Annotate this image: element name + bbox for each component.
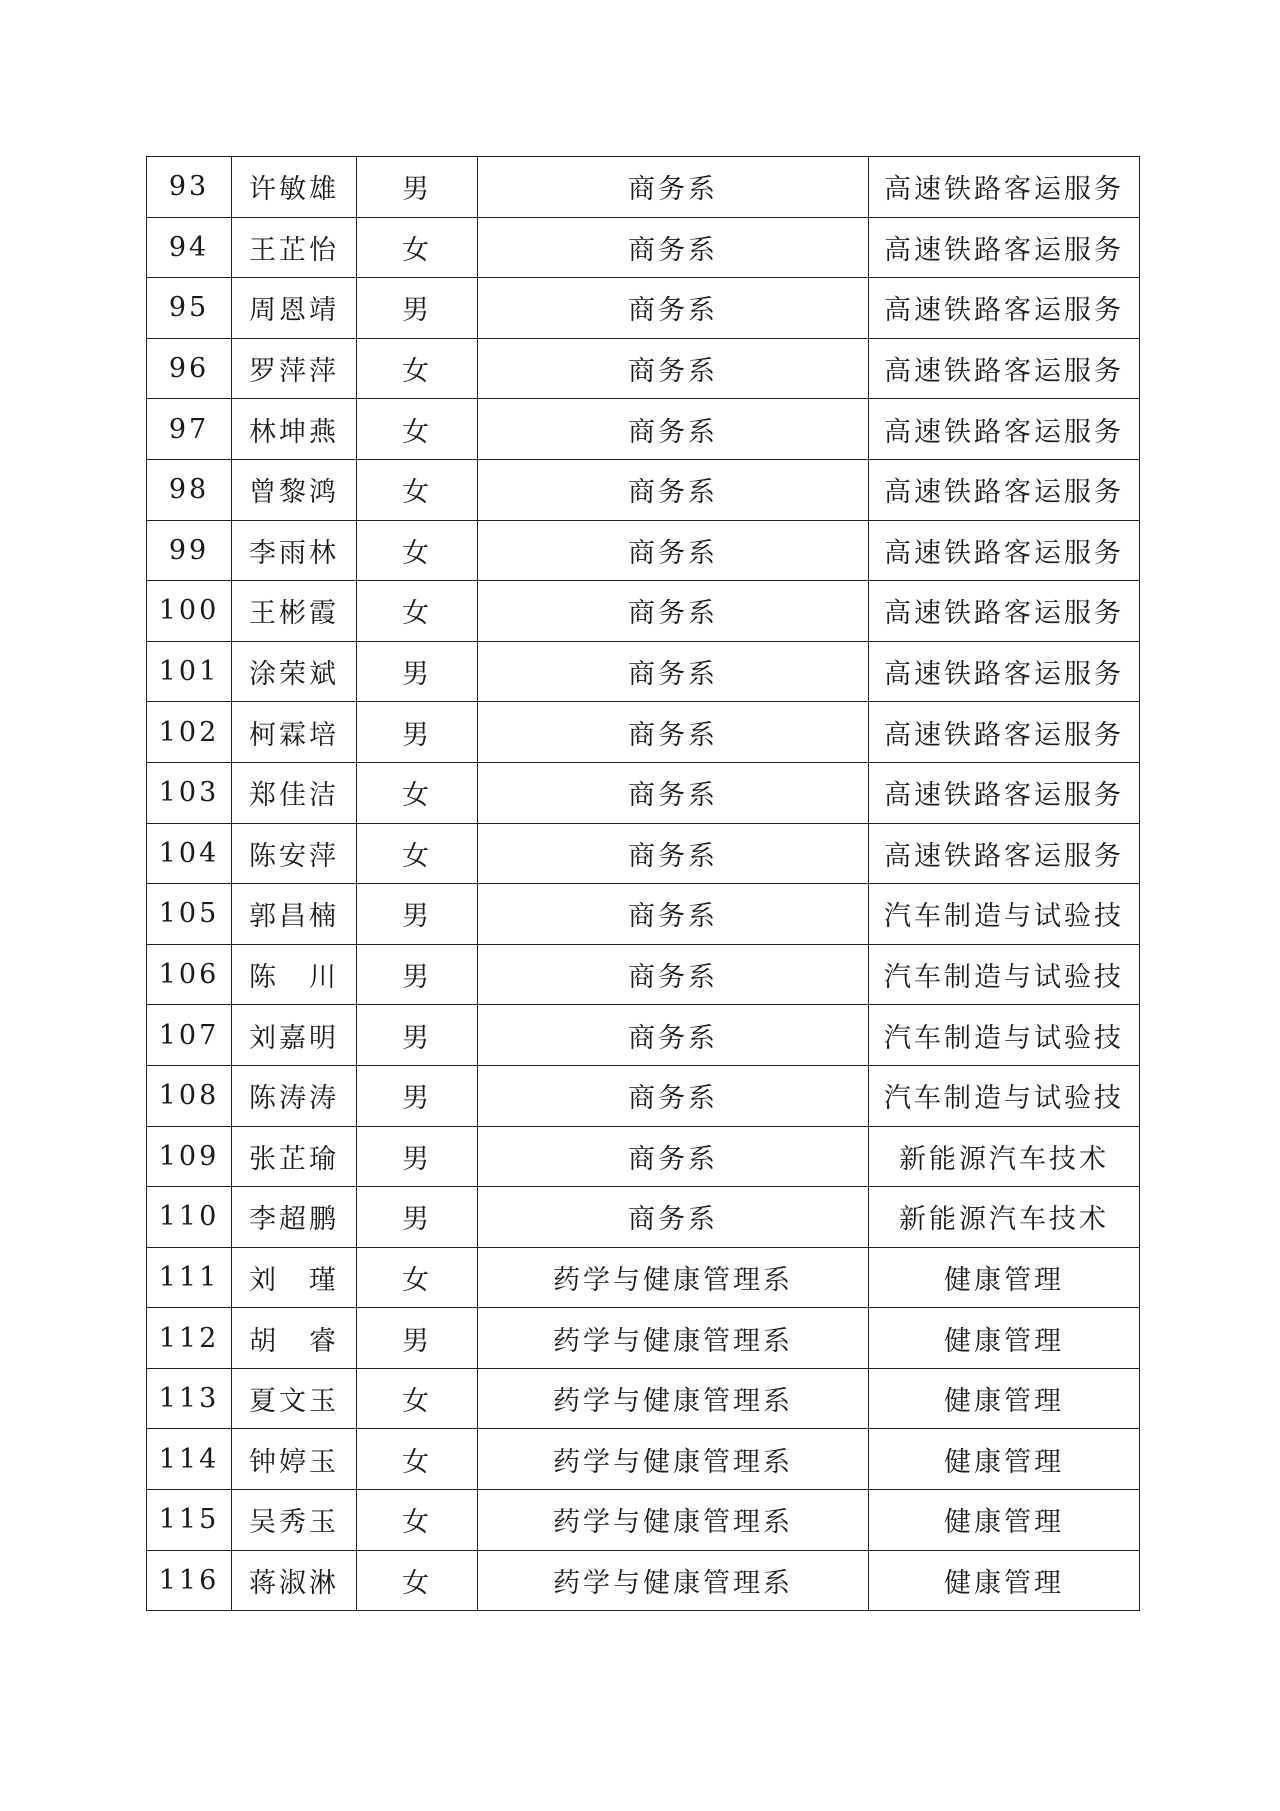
row-number-cell: 109 bbox=[147, 1126, 232, 1187]
table-row bbox=[147, 702, 1140, 763]
table-row bbox=[147, 157, 1140, 218]
department-cell: 商务系 bbox=[478, 1187, 869, 1248]
department-cell: 药学与健康管理系 bbox=[478, 1247, 869, 1308]
table-row bbox=[147, 399, 1140, 460]
major-cell: 新能源汽车技术 bbox=[869, 1187, 1140, 1248]
student-name-cell: 钟婷玉 bbox=[232, 1429, 357, 1490]
table-row bbox=[147, 1550, 1140, 1611]
major-cell: 健康管理 bbox=[869, 1247, 1140, 1308]
row-number-cell: 98 bbox=[147, 459, 232, 520]
student-name-cell: 夏文玉 bbox=[232, 1368, 357, 1429]
table-row bbox=[147, 1126, 1140, 1187]
major-cell: 汽车制造与试验技 bbox=[869, 1005, 1140, 1066]
student-name-cell: 蒋淑淋 bbox=[232, 1550, 357, 1611]
gender-cell: 男 bbox=[357, 702, 478, 763]
major-cell: 高速铁路客运服务 bbox=[869, 641, 1140, 702]
student-name-cell: 胡 睿 bbox=[232, 1308, 357, 1369]
table-row bbox=[147, 1368, 1140, 1429]
table-row bbox=[147, 217, 1140, 278]
major-cell: 新能源汽车技术 bbox=[869, 1126, 1140, 1187]
student-name-cell: 王芷怡 bbox=[232, 217, 357, 278]
department-cell: 商务系 bbox=[478, 581, 869, 642]
major-cell: 高速铁路客运服务 bbox=[869, 520, 1140, 581]
student-name-cell: 王彬霞 bbox=[232, 581, 357, 642]
gender-cell: 女 bbox=[357, 1429, 478, 1490]
row-number-cell: 95 bbox=[147, 278, 232, 339]
gender-cell: 男 bbox=[357, 1005, 478, 1066]
department-cell: 药学与健康管理系 bbox=[478, 1429, 869, 1490]
student-name-cell: 林坤燕 bbox=[232, 399, 357, 460]
department-cell: 商务系 bbox=[478, 217, 869, 278]
department-cell: 商务系 bbox=[478, 702, 869, 763]
row-number-cell: 114 bbox=[147, 1429, 232, 1490]
student-name-cell: 吴秀玉 bbox=[232, 1490, 357, 1551]
major-cell: 高速铁路客运服务 bbox=[869, 338, 1140, 399]
student-name-cell: 李雨林 bbox=[232, 520, 357, 581]
row-number-cell: 105 bbox=[147, 884, 232, 945]
gender-cell: 男 bbox=[357, 944, 478, 1005]
row-number-cell: 96 bbox=[147, 338, 232, 399]
department-cell: 商务系 bbox=[478, 641, 869, 702]
gender-cell: 女 bbox=[357, 1247, 478, 1308]
major-cell: 高速铁路客运服务 bbox=[869, 157, 1140, 218]
gender-cell: 女 bbox=[357, 581, 478, 642]
row-number-cell: 111 bbox=[147, 1247, 232, 1308]
student-name-cell: 郭昌楠 bbox=[232, 884, 357, 945]
student-name-cell: 李超鹏 bbox=[232, 1187, 357, 1248]
major-cell: 健康管理 bbox=[869, 1429, 1140, 1490]
department-cell: 商务系 bbox=[478, 338, 869, 399]
department-cell: 商务系 bbox=[478, 884, 869, 945]
student-roster-table bbox=[146, 156, 1140, 1611]
row-number-cell: 110 bbox=[147, 1187, 232, 1248]
department-cell: 商务系 bbox=[478, 399, 869, 460]
department-cell: 商务系 bbox=[478, 823, 869, 884]
department-cell: 商务系 bbox=[478, 762, 869, 823]
major-cell: 高速铁路客运服务 bbox=[869, 278, 1140, 339]
gender-cell: 男 bbox=[357, 1187, 478, 1248]
table-row bbox=[147, 338, 1140, 399]
roster-table-body bbox=[147, 157, 1140, 1611]
student-name-cell: 涂荣斌 bbox=[232, 641, 357, 702]
major-cell: 健康管理 bbox=[869, 1308, 1140, 1369]
student-name-cell: 许敏雄 bbox=[232, 157, 357, 218]
table-row bbox=[147, 520, 1140, 581]
table-row bbox=[147, 1065, 1140, 1126]
row-number-cell: 93 bbox=[147, 157, 232, 218]
table-row bbox=[147, 459, 1140, 520]
major-cell: 汽车制造与试验技 bbox=[869, 944, 1140, 1005]
row-number-cell: 94 bbox=[147, 217, 232, 278]
gender-cell: 女 bbox=[357, 1368, 478, 1429]
department-cell: 商务系 bbox=[478, 1005, 869, 1066]
major-cell: 高速铁路客运服务 bbox=[869, 823, 1140, 884]
major-cell: 高速铁路客运服务 bbox=[869, 762, 1140, 823]
student-name-cell: 罗萍萍 bbox=[232, 338, 357, 399]
department-cell: 药学与健康管理系 bbox=[478, 1368, 869, 1429]
gender-cell: 女 bbox=[357, 520, 478, 581]
student-name-cell: 张芷瑜 bbox=[232, 1126, 357, 1187]
row-number-cell: 101 bbox=[147, 641, 232, 702]
student-name-cell: 曾黎鸿 bbox=[232, 459, 357, 520]
student-name-cell: 陈安萍 bbox=[232, 823, 357, 884]
row-number-cell: 102 bbox=[147, 702, 232, 763]
row-number-cell: 106 bbox=[147, 944, 232, 1005]
row-number-cell: 103 bbox=[147, 762, 232, 823]
gender-cell: 女 bbox=[357, 399, 478, 460]
row-number-cell: 104 bbox=[147, 823, 232, 884]
student-name-cell: 柯霖培 bbox=[232, 702, 357, 763]
row-number-cell: 113 bbox=[147, 1368, 232, 1429]
major-cell: 健康管理 bbox=[869, 1368, 1140, 1429]
department-cell: 商务系 bbox=[478, 1065, 869, 1126]
major-cell: 健康管理 bbox=[869, 1490, 1140, 1551]
major-cell: 汽车制造与试验技 bbox=[869, 1065, 1140, 1126]
department-cell: 商务系 bbox=[478, 157, 869, 218]
row-number-cell: 116 bbox=[147, 1550, 232, 1611]
table-row bbox=[147, 641, 1140, 702]
department-cell: 商务系 bbox=[478, 459, 869, 520]
major-cell: 高速铁路客运服务 bbox=[869, 581, 1140, 642]
table-row bbox=[147, 1490, 1140, 1551]
row-number-cell: 100 bbox=[147, 581, 232, 642]
table-row bbox=[147, 1005, 1140, 1066]
major-cell: 高速铁路客运服务 bbox=[869, 399, 1140, 460]
gender-cell: 男 bbox=[357, 1065, 478, 1126]
row-number-cell: 112 bbox=[147, 1308, 232, 1369]
department-cell: 药学与健康管理系 bbox=[478, 1550, 869, 1611]
row-number-cell: 99 bbox=[147, 520, 232, 581]
gender-cell: 女 bbox=[357, 338, 478, 399]
department-cell: 商务系 bbox=[478, 944, 869, 1005]
gender-cell: 男 bbox=[357, 157, 478, 218]
gender-cell: 女 bbox=[357, 823, 478, 884]
department-cell: 商务系 bbox=[478, 278, 869, 339]
table-row bbox=[147, 1429, 1140, 1490]
major-cell: 健康管理 bbox=[869, 1550, 1140, 1611]
table-row bbox=[147, 1247, 1140, 1308]
student-name-cell: 刘 瑾 bbox=[232, 1247, 357, 1308]
table-row bbox=[147, 884, 1140, 945]
table-row bbox=[147, 823, 1140, 884]
gender-cell: 女 bbox=[357, 217, 478, 278]
student-name-cell: 陈涛涛 bbox=[232, 1065, 357, 1126]
row-number-cell: 107 bbox=[147, 1005, 232, 1066]
student-name-cell: 郑佳洁 bbox=[232, 762, 357, 823]
row-number-cell: 97 bbox=[147, 399, 232, 460]
department-cell: 药学与健康管理系 bbox=[478, 1308, 869, 1369]
row-number-cell: 108 bbox=[147, 1065, 232, 1126]
table-row bbox=[147, 278, 1140, 339]
student-name-cell: 刘嘉明 bbox=[232, 1005, 357, 1066]
gender-cell: 女 bbox=[357, 762, 478, 823]
table-row bbox=[147, 1187, 1140, 1248]
major-cell: 汽车制造与试验技 bbox=[869, 884, 1140, 945]
department-cell: 药学与健康管理系 bbox=[478, 1490, 869, 1551]
gender-cell: 男 bbox=[357, 1126, 478, 1187]
student-name-cell: 陈 川 bbox=[232, 944, 357, 1005]
table-row bbox=[147, 762, 1140, 823]
row-number-cell: 115 bbox=[147, 1490, 232, 1551]
gender-cell: 女 bbox=[357, 1550, 478, 1611]
gender-cell: 女 bbox=[357, 459, 478, 520]
gender-cell: 男 bbox=[357, 641, 478, 702]
major-cell: 高速铁路客运服务 bbox=[869, 217, 1140, 278]
major-cell: 高速铁路客运服务 bbox=[869, 702, 1140, 763]
gender-cell: 男 bbox=[357, 278, 478, 339]
department-cell: 商务系 bbox=[478, 1126, 869, 1187]
student-name-cell: 周恩靖 bbox=[232, 278, 357, 339]
major-cell: 高速铁路客运服务 bbox=[869, 459, 1140, 520]
table-row bbox=[147, 581, 1140, 642]
table-row bbox=[147, 944, 1140, 1005]
department-cell: 商务系 bbox=[478, 520, 869, 581]
gender-cell: 女 bbox=[357, 1490, 478, 1551]
gender-cell: 男 bbox=[357, 884, 478, 945]
table-row bbox=[147, 1308, 1140, 1369]
gender-cell: 男 bbox=[357, 1308, 478, 1369]
